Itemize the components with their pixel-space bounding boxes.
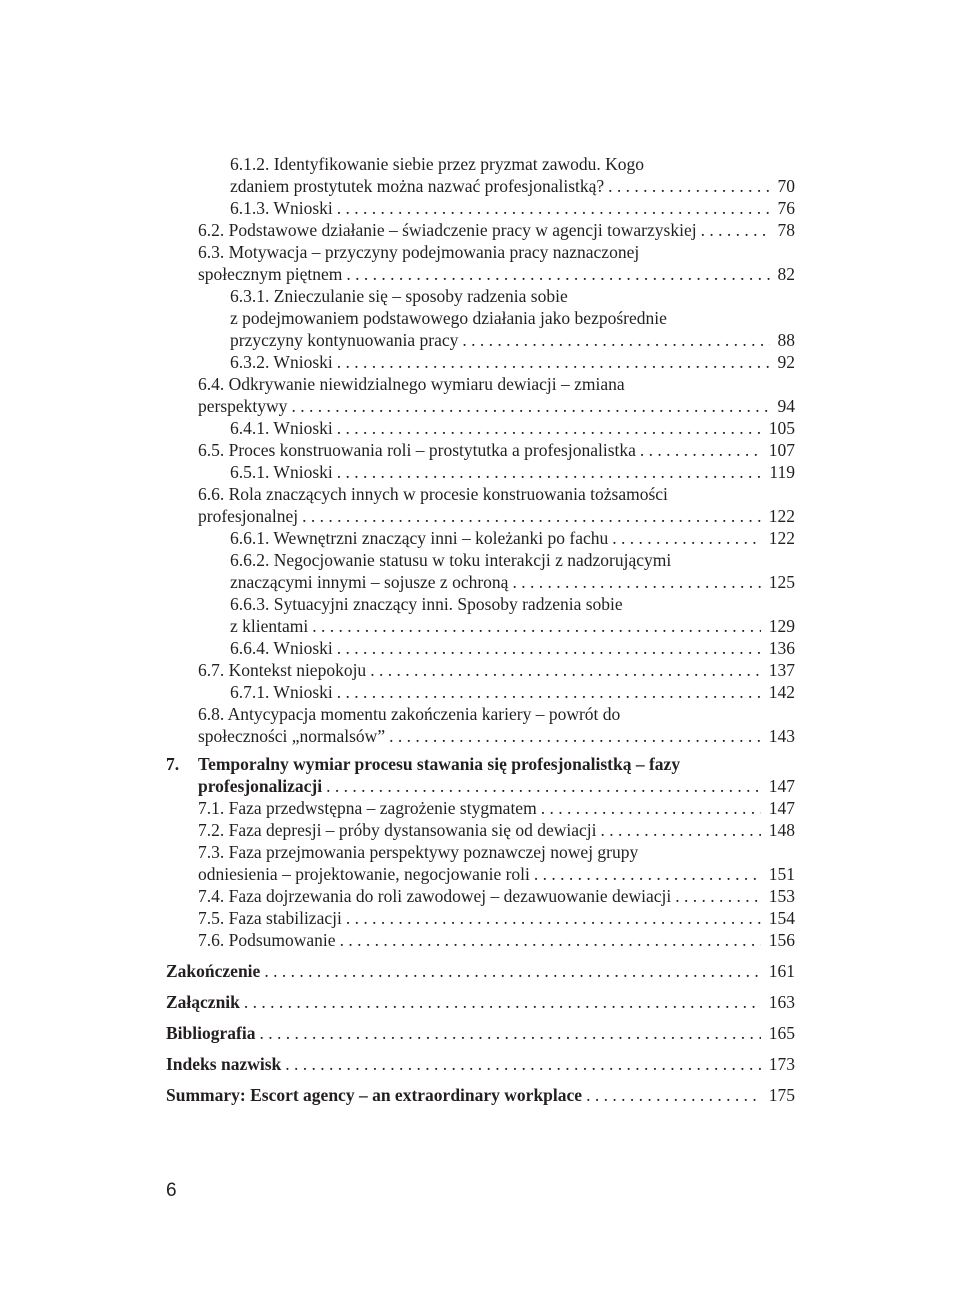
toc-page-number: 107: [761, 438, 795, 462]
toc-entry-title: znaczącymi innymi – sojusze z ochroną: [230, 572, 509, 592]
toc-page-number: 147: [761, 796, 795, 820]
toc-line: [198, 862, 795, 886]
toc-entry-title: odniesienia – projektowanie, negocjowanie roli: [198, 864, 530, 884]
toc-line: [198, 840, 795, 864]
toc-page-number: 105: [761, 416, 795, 440]
toc-entry-title: 6.6.4. Wnioski: [230, 638, 333, 658]
toc-page-number: 94: [770, 394, 796, 418]
toc-page-number: 147: [761, 774, 795, 798]
toc-page-number: 153: [761, 884, 795, 908]
toc-page-number: 76: [770, 196, 796, 220]
toc-page-number: 156: [761, 928, 795, 952]
toc-entry-title: 6.1.3. Wnioski: [230, 198, 333, 218]
toc-entry-title: 6.4. Odkrywanie niewidzialnego wymiaru dewiacji – zmiana: [198, 374, 625, 394]
toc-entry-title: 6.7.1. Wnioski: [230, 682, 333, 702]
leader-dots: [342, 262, 795, 286]
leader-dots: [508, 570, 795, 594]
toc-line: [230, 328, 795, 352]
leader-dots: [604, 174, 795, 198]
toc-backmatter-line: [166, 1021, 795, 1045]
toc-backmatter-line: [166, 1052, 795, 1076]
chapter-number: 7.: [166, 754, 180, 774]
toc-line: [230, 680, 795, 704]
toc-page-number: 175: [761, 1083, 795, 1107]
leader-dots: [333, 196, 795, 220]
toc-line: [198, 818, 795, 842]
toc-entry-title: 6.6.2. Negocjowanie statusu w toku interakcji z nadzorującymi: [230, 550, 672, 570]
leader-dots: [530, 862, 795, 886]
toc-entry-title: społeczności „normalsów”: [198, 726, 386, 746]
toc-page-number: 148: [761, 818, 795, 842]
toc-line: [198, 438, 795, 462]
toc-line: [198, 394, 795, 418]
toc-entry-title: 6.3.2. Wnioski: [230, 352, 333, 372]
toc-entry-title: 6.5.1. Wnioski: [230, 462, 333, 482]
leader-dots: [333, 416, 795, 440]
toc-line: [230, 196, 795, 220]
toc-page-number: 122: [761, 504, 795, 528]
toc-page-number: 70: [770, 174, 796, 198]
toc-line: [230, 526, 795, 550]
toc-line: [198, 262, 795, 286]
toc-entry-title: 6.6. Rola znaczących innych w procesie konstruowania tożsamości: [198, 484, 668, 504]
toc-line: [198, 218, 795, 242]
leader-dots: [260, 959, 795, 983]
toc-backmatter-line: [166, 990, 795, 1014]
toc-line: [230, 570, 795, 594]
toc-line: [198, 884, 795, 908]
toc-page-number: 92: [770, 350, 796, 374]
toc-entry-title: 6.7. Kontekst niepokoju: [198, 660, 367, 680]
leader-dots: [281, 1052, 795, 1076]
toc-line: [198, 906, 795, 930]
toc-backmatter-title: Indeks nazwisk: [166, 1054, 282, 1074]
toc-page-number: 78: [770, 218, 796, 242]
leader-dots: [336, 928, 795, 952]
toc-entry-title: 6.3.1. Znieczulanie się – sposoby radzenia sobie: [230, 286, 568, 306]
toc-page-number: 88: [770, 328, 796, 352]
toc-chapter-line: [198, 752, 795, 776]
toc-page-number: 82: [770, 262, 796, 286]
toc-line: [198, 658, 795, 682]
leader-dots: [255, 1021, 795, 1045]
toc-entry-title: 6.8. Antycypacja momentu zakończenia kariery – powrót do: [198, 704, 621, 724]
toc-page-number: 143: [761, 724, 795, 748]
toc-backmatter-line: [166, 1083, 795, 1107]
toc-entry-title: 6.5. Proces konstruowania roli – prostytutka a profesjonalistka: [198, 440, 636, 460]
toc-chapter-line: [198, 774, 795, 798]
toc-entry-title: 6.6.1. Wewnętrzni znaczący inni – koleżanki po fachu: [230, 528, 609, 548]
toc-line: [198, 796, 795, 820]
toc-entry-title: 6.3. Motywacja – przyczyny podejmowania pracy naznaczonej: [198, 242, 640, 262]
toc-entry-title: 6.1.2. Identyfikowanie siebie przez pryzmat zawodu. Kogo: [230, 154, 645, 174]
toc-line: [230, 548, 795, 572]
toc-page-number: 119: [761, 460, 795, 484]
toc-entry-title: 6.2. Podstawowe działanie – świadczenie pracy w agencji towarzyskiej: [198, 220, 697, 240]
toc-page-number: 165: [761, 1021, 795, 1045]
toc-entry-title: profesjonalnej: [198, 506, 299, 526]
toc-line: [230, 284, 795, 308]
toc-entry-title: zdaniem prostytutek można nazwać profesjonalistką?: [230, 176, 605, 196]
toc-line: [198, 504, 795, 528]
toc-chapter-title: Temporalny wymiar procesu stawania się profesjonalistką – fazy: [198, 754, 681, 774]
toc-backmatter-title: Summary: Escort agency – an extraordinary workplace: [166, 1085, 583, 1105]
toc-entry-title: społecznym piętnem: [198, 264, 343, 284]
toc-page-number: 136: [761, 636, 795, 660]
leader-dots: [333, 350, 795, 374]
toc-line: [198, 372, 795, 396]
toc-line: [230, 614, 795, 638]
toc-line: [198, 702, 795, 726]
leader-dots: [385, 724, 795, 748]
toc-entry-title: 6.6.3. Sytuacyjni znaczący inni. Sposoby radzenia sobie: [230, 594, 623, 614]
leader-dots: [308, 614, 795, 638]
leader-dots: [240, 990, 795, 1014]
toc-entry-title: 7.1. Faza przedwstępna – zagrożenie stygmatem: [198, 798, 537, 818]
toc-page-number: 163: [761, 990, 795, 1014]
toc-entry-title: 7.5. Faza stabilizacji: [198, 908, 342, 928]
toc-entry-title: 6.4.1. Wnioski: [230, 418, 333, 438]
leader-dots: [322, 774, 795, 798]
toc-line: [230, 592, 795, 616]
toc-entry-title: 7.4. Faza dojrzewania do roli zawodowej – dezawuowanie dewiacji: [198, 886, 672, 906]
toc-line: [230, 460, 795, 484]
toc-backmatter-title: Zakończenie: [166, 961, 261, 981]
toc-line: [230, 416, 795, 440]
toc-entry-title: z podejmowaniem podstawowego działania jako bezpośrednie: [230, 308, 667, 328]
toc-page-number: 151: [761, 862, 795, 886]
toc-entry-title: 7.2. Faza depresji – próby dystansowania się od dewiacji: [198, 820, 597, 840]
toc-entry-title: przyczyny kontynuowania pracy: [230, 330, 459, 350]
toc-line: [198, 482, 795, 506]
toc-page-number: 154: [761, 906, 795, 930]
toc-line: [198, 724, 795, 748]
toc-page-number: 122: [761, 526, 795, 550]
toc-page-number: 125: [761, 570, 795, 594]
leader-dots: [333, 680, 795, 704]
toc-line: [230, 152, 795, 176]
toc-page-number: 137: [761, 658, 795, 682]
toc-line: [198, 928, 795, 952]
toc-entry-title: perspektywy: [198, 396, 288, 416]
leader-dots: [366, 658, 795, 682]
toc-line: [230, 174, 795, 198]
toc-line: [230, 636, 795, 660]
toc-line: [230, 350, 795, 374]
toc-backmatter-line: [166, 959, 795, 983]
page-number: 6: [166, 1180, 177, 1201]
leader-dots: [287, 394, 795, 418]
toc-chapter-title: profesjonalizacji: [198, 776, 323, 796]
toc-backmatter-title: Załącznik: [166, 992, 240, 1012]
toc-page-number: 173: [761, 1052, 795, 1076]
leader-dots: [298, 504, 795, 528]
toc-entry-title: z klientami: [230, 616, 309, 636]
toc-backmatter-title: Bibliografia: [166, 1023, 256, 1043]
leader-dots: [458, 328, 795, 352]
toc-line: [198, 240, 795, 264]
toc-line: [230, 306, 795, 330]
leader-dots: [333, 636, 795, 660]
toc-page-number: 142: [761, 680, 795, 704]
toc-page-number: 129: [761, 614, 795, 638]
leader-dots: [537, 796, 795, 820]
toc-entry-title: 7.6. Podsumowanie: [198, 930, 336, 950]
leader-dots: [342, 906, 795, 930]
leader-dots: [333, 460, 795, 484]
toc-entry-title: 7.3. Faza przejmowania perspektywy poznawczej nowej grupy: [198, 842, 639, 862]
toc-page-number: 161: [761, 959, 795, 983]
